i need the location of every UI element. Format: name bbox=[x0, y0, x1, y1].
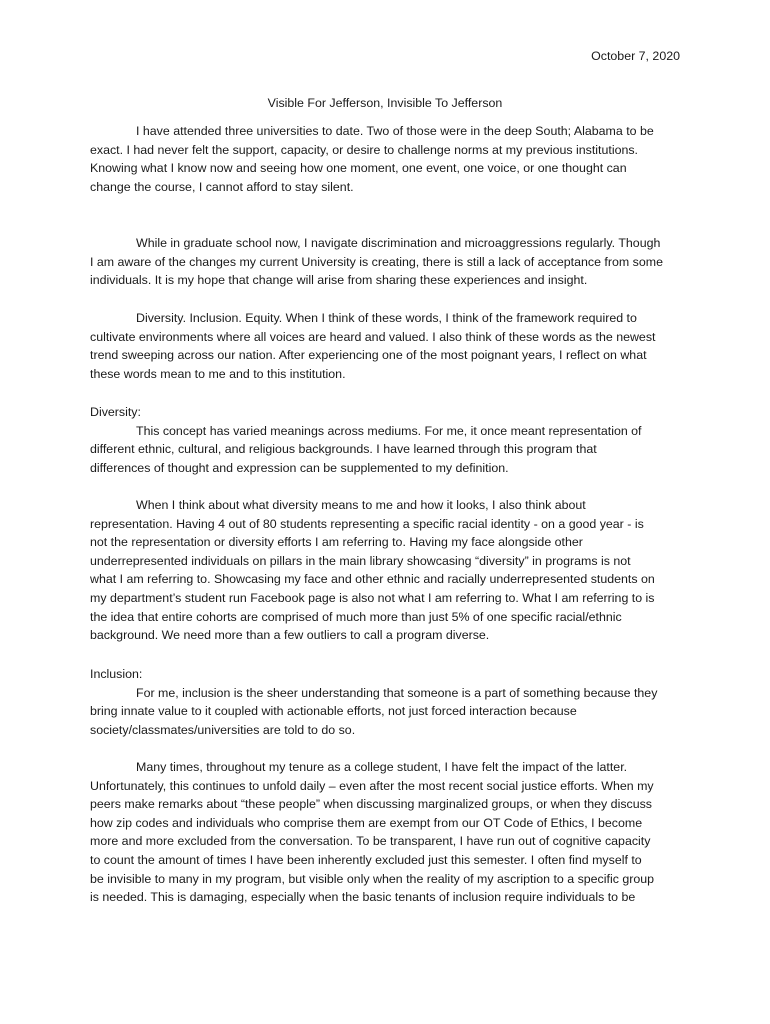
section-diversity bbox=[90, 403, 680, 477]
text-line: differences of thought and expression can be supplemented to my definition. bbox=[90, 460, 509, 475]
text-line: the idea that entire cohorts are comprised of much more than just 5% of one specific racial/ethnic bbox=[90, 609, 622, 624]
text-line: I have attended three universities to date. Two of those were in the deep South; Alabama to be bbox=[136, 124, 654, 138]
text-line: these words mean to me and to this institution. bbox=[90, 366, 346, 381]
text-line: more and more excluded from the conversation. To be transparent, I have run out of cognitive capacity bbox=[90, 834, 651, 849]
text-line: not the representation or diversity efforts I am referring to. Having my face alongside other bbox=[90, 535, 583, 550]
text-line: exact. I had never felt the support, capacity, or desire to challenge norms at my previous institutions. bbox=[90, 142, 638, 157]
text-line: society/classmates/universities are told to do so. bbox=[90, 722, 356, 737]
text-line: my department’s student run Facebook page is also not what I am referring to. What I am referring to is bbox=[90, 590, 655, 605]
text-line: different ethnic, cultural, and religious backgrounds. I have learned through this program that bbox=[90, 442, 597, 457]
text-line: be invisible to many in my program, but visible only when the reality of my ascription to a specific group bbox=[90, 871, 655, 886]
text-line: what I am referring to. Showcasing my face and other ethnic and racially underrepresented students on bbox=[90, 572, 655, 587]
text-line: to count the amount of times I have been inherently excluded just this semester. I often find myself to bbox=[90, 852, 642, 867]
letter-date: October 7, 2020 bbox=[591, 49, 680, 63]
text-line: Diversity: bbox=[90, 405, 141, 419]
paragraph-representation bbox=[90, 496, 680, 645]
text-line: cultivate environments where all voices are heard and valued. I also think of these words as the newest bbox=[90, 329, 656, 344]
text-line: peers make remarks about “these people” when discussing marginalized groups, or when they discuss bbox=[90, 797, 652, 812]
text-line: I am aware of the changes my current University is creating, there is still a lack of acceptance from some bbox=[90, 254, 663, 269]
text-line: Unfortunately, this continues to unfold daily – even after the most recent social justice efforts. When my bbox=[90, 778, 654, 793]
text-line: While in graduate school now, I navigate discrimination and microaggressions regularly. Though bbox=[136, 236, 661, 250]
document-title: Visible For Jefferson, Invisible To Jefferson bbox=[267, 96, 503, 110]
text-line: background. We need more than a few outliers to call a program diverse. bbox=[90, 628, 490, 643]
paragraph-die-framework bbox=[90, 309, 680, 383]
text-line: individuals. It is my hope that change will arise from sharing these experiences and insight. bbox=[90, 273, 588, 288]
paragraph-exclusion bbox=[90, 758, 680, 907]
text-line: representation. Having 4 out of 80 students representing a specific racial identity - on a good year - is bbox=[90, 516, 644, 531]
text-line: When I think about what diversity means to me and how it looks, I also think about bbox=[136, 498, 586, 512]
paragraph-intro bbox=[90, 122, 680, 196]
text-line: is needed. This is damaging, especially when the basic tenants of inclusion require individuals to be bbox=[90, 890, 636, 905]
text-line: underrepresented individuals on pillars in the main library showcasing “diversity” in programs is not bbox=[90, 553, 631, 568]
text-line: Many times, throughout my tenure as a college student, I have felt the impact of the latter. bbox=[136, 760, 628, 774]
text-line: This concept has varied meanings across mediums. For me, it once meant representation of bbox=[136, 423, 642, 438]
text-line: change the course, I cannot afford to stay silent. bbox=[90, 179, 354, 194]
text-line: trend sweeping across our nation. After experiencing one of the most poignant years, I reflect on what bbox=[90, 348, 647, 363]
text-line: how zip codes and individuals who comprise them are exempt from our OT Code of Ethics, I become bbox=[90, 815, 643, 830]
text-line: Diversity. Inclusion. Equity. When I think of these words, I think of the framework required to bbox=[136, 311, 637, 325]
text-line: Inclusion: bbox=[90, 667, 143, 681]
text-line: Knowing what I know now and seeing how one moment, one event, one voice, or one thought can bbox=[90, 161, 627, 176]
text-line: For me, inclusion is the sheer understanding that someone is a part of something because they bbox=[136, 685, 658, 700]
paragraph-graduate-school bbox=[90, 234, 680, 290]
section-inclusion bbox=[90, 665, 680, 739]
text-line: bring innate value to it coupled with actionable efforts, not just forced interaction because bbox=[90, 704, 577, 719]
